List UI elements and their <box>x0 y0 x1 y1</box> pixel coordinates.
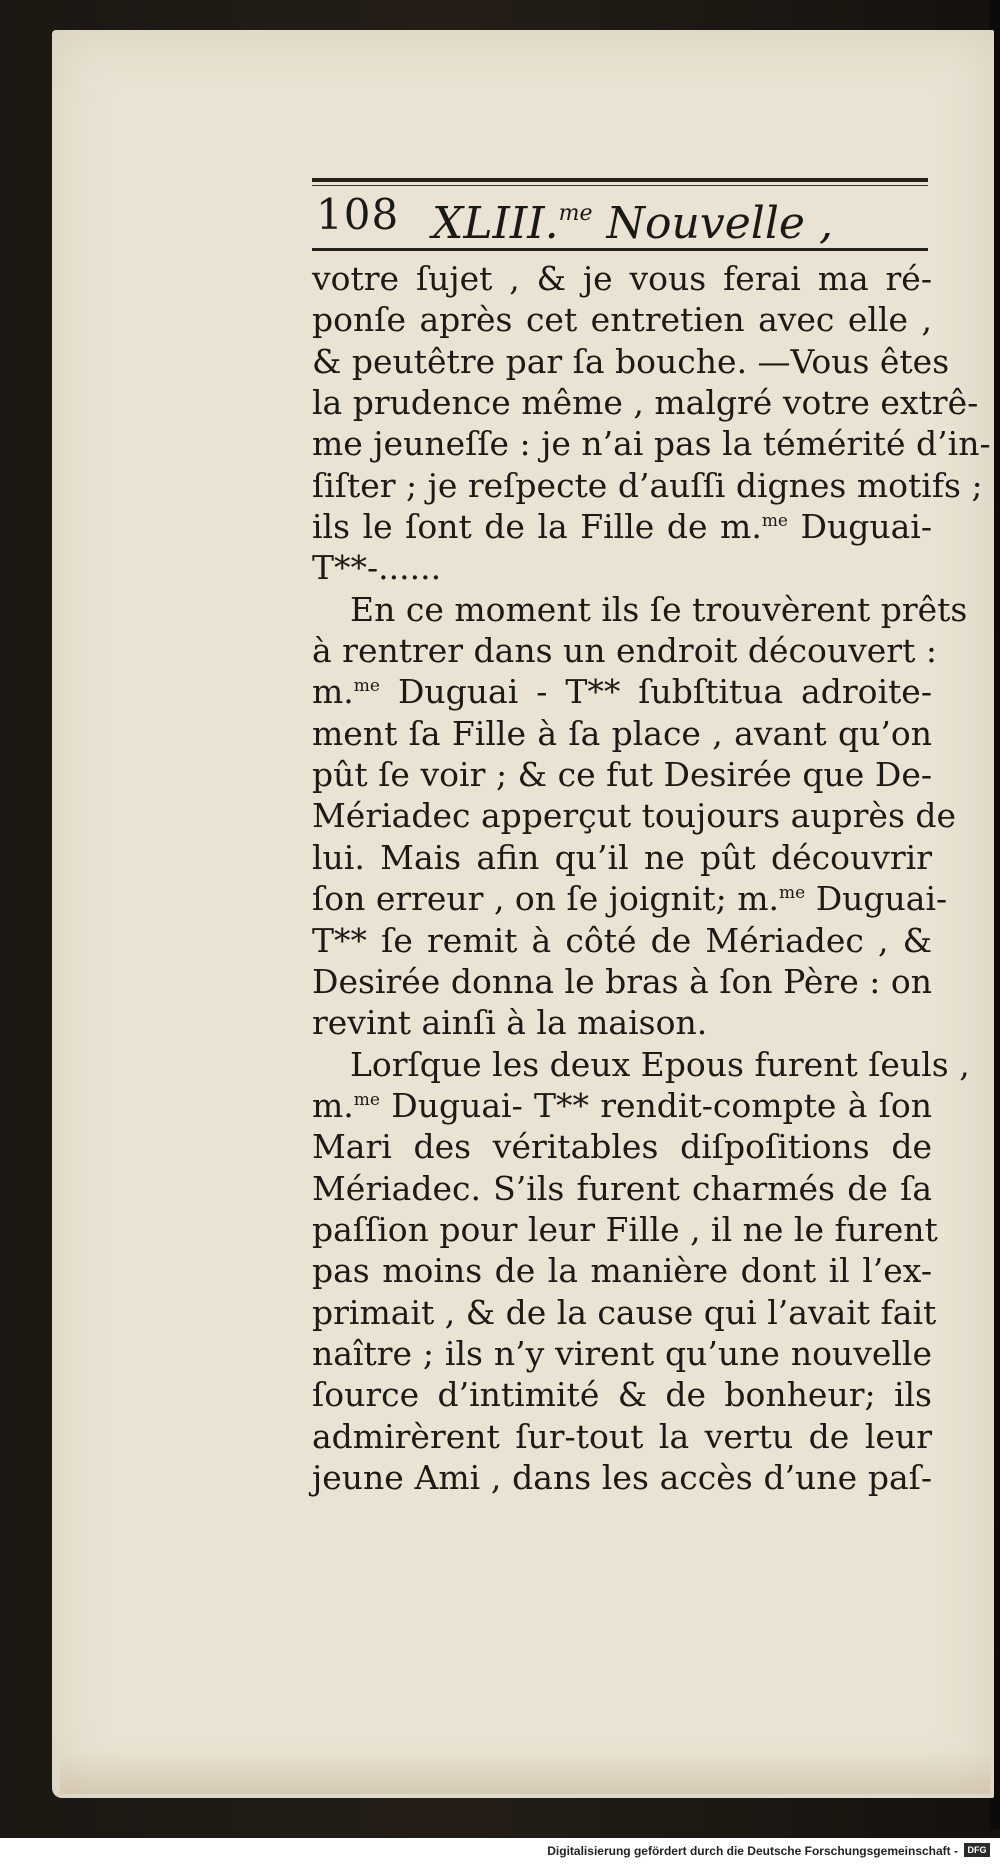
text-line <box>312 258 932 299</box>
text-line <box>312 671 932 712</box>
text-line <box>312 878 948 919</box>
text-line <box>312 795 957 836</box>
text-line-segment: T** ſe remit à côté de Mériadec , & <box>312 920 932 960</box>
dfg-logo-icon: DFG <box>964 1843 990 1857</box>
text-line <box>312 423 991 464</box>
text-line <box>312 1250 932 1291</box>
text-line <box>312 382 979 423</box>
text-line <box>312 1002 932 1043</box>
head-rule-top-thin <box>312 185 928 186</box>
text-line <box>312 506 932 547</box>
head-rule-top <box>312 178 928 182</box>
text-line-segment: me jeuneſſe : je n’ai pas la témérité d’in- <box>312 424 991 464</box>
text-line-segment: & peutêtre par ſa bouche. —Vous êtes <box>312 341 950 381</box>
page-number: 108 <box>316 190 400 239</box>
text-line <box>312 961 932 1002</box>
text-line-segment: jeune Ami , dans les accès d’une paſ- <box>312 1457 932 1497</box>
text-line <box>312 299 932 340</box>
chapter-title-superscript: me <box>558 201 593 226</box>
text-line-segment: la prudence même , malgré votre extrê- <box>312 383 979 423</box>
text-line <box>312 754 932 795</box>
text-line <box>312 920 932 961</box>
text-line-superscript: me <box>761 511 788 532</box>
text-line-segment: naître ; ils n’y virent qu’une nouvelle <box>312 1333 932 1373</box>
text-line-segment: En ce moment ils ſe trouvèrent prêts <box>350 589 968 629</box>
text-line <box>312 1126 932 1167</box>
text-line-segment: Mari des véritables diſpoſitions de <box>312 1127 932 1167</box>
text-line-superscript: me <box>353 676 380 697</box>
chapter-title-word: Nouvelle , <box>592 198 833 249</box>
text-line-segment: lui. Mais afin qu’il ne pût découvrir <box>312 837 932 877</box>
text-line-superscript: me <box>353 1089 380 1110</box>
text-line-segment: Duguai- <box>788 507 932 547</box>
text-line-segment: ſource d’intimité & de bonheur; ils <box>312 1375 932 1415</box>
text-line <box>312 1333 932 1374</box>
text-line <box>312 1416 932 1457</box>
text-line <box>312 1374 932 1415</box>
text-line-segment: revint ainſi à la maison. <box>312 1003 708 1043</box>
text-line <box>312 1457 932 1498</box>
text-line-segment: Duguai- T** rendit-compte à ſon <box>379 1085 932 1125</box>
text-line-segment: ils le ſont de la Fille de m. <box>312 507 762 547</box>
text-line-segment: pas moins de la manière dont il l’ex- <box>312 1251 932 1291</box>
text-line <box>312 341 950 382</box>
footer-bar <box>0 1838 1000 1864</box>
text-line <box>312 713 932 754</box>
text-line-segment: Desirée donna le bras à ſon Père : on <box>312 961 932 1001</box>
text-line <box>312 1168 932 1209</box>
text-line-segment: primait , & de la cause qui l’avait fait <box>312 1292 937 1332</box>
text-line-segment: ment ſa Fille à ſa place , avant qu’on <box>312 713 932 753</box>
text-line <box>312 1209 938 1250</box>
text-line-segment: admirèrent ſur-tout la vertu de leur <box>312 1416 932 1456</box>
text-line-segment: paſſion pour leur Fille , il ne le furent <box>312 1209 938 1249</box>
page-stain <box>60 1750 990 1794</box>
text-line <box>312 589 968 630</box>
running-head <box>312 190 928 250</box>
text-line-segment: pût ſe voir ; & ce fut Desirée que De- <box>312 755 932 795</box>
text-line-segment: Mériadec apperçut toujours auprès de <box>312 796 957 836</box>
text-line <box>312 1085 932 1126</box>
text-line-segment: à rentrer dans un endroit découvert : <box>312 631 937 671</box>
text-line-segment: m. <box>312 672 354 712</box>
chapter-title <box>432 190 833 248</box>
text-line-segment: Lorſque les deux Epous furent ſeuls , <box>350 1044 970 1084</box>
text-line <box>312 1292 937 1333</box>
text-line-segment: ſon erreur , on ſe joignit; m. <box>312 879 780 919</box>
text-line <box>312 465 983 506</box>
text-line-segment: Mériadec. S’ils furent charmés de ſa <box>312 1168 932 1208</box>
text-line-segment: ſiſter ; je reſpecte d’auſſi dignes motifs ; <box>312 465 983 505</box>
head-rule-bottom <box>312 248 928 251</box>
text-line-segment: ponſe après cet entretien avec elle , <box>312 300 932 340</box>
footer-credit: Digitalisierung gefördert durch die Deutsche Forschungsgemeinschaft - <box>547 1844 958 1858</box>
text-line-segment: m. <box>312 1085 354 1125</box>
chapter-title-numeral: XLIII. <box>432 198 559 249</box>
text-line-segment: Duguai- <box>805 879 948 919</box>
body-text <box>312 258 991 1498</box>
text-line <box>312 547 932 588</box>
text-line <box>312 1044 970 1085</box>
text-line-superscript: me <box>779 883 806 904</box>
text-line-segment: T**-...... <box>312 548 442 588</box>
text-line-segment: Duguai - T** ſubſtitua adroite- <box>379 672 932 712</box>
text-line <box>312 837 932 878</box>
text-line-segment: votre ſujet , & je vous ferai ma ré- <box>312 259 932 298</box>
text-line <box>312 630 937 671</box>
